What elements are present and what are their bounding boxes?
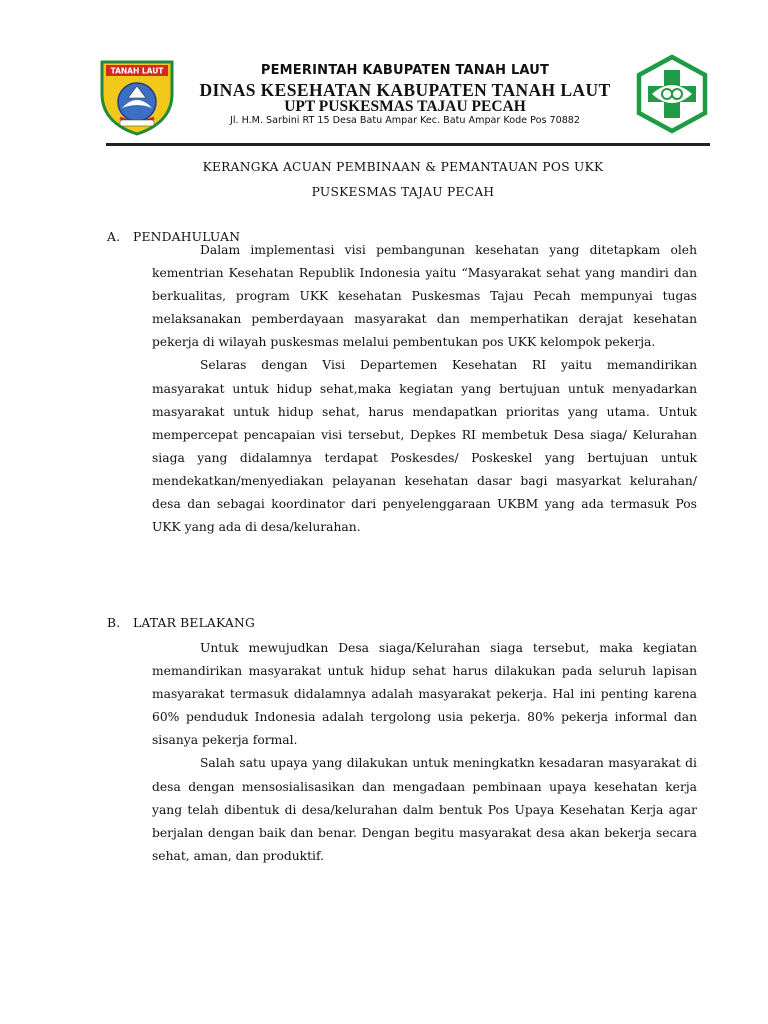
section-a-title: PENDAHULUAN <box>133 230 241 244</box>
section-b-letter: B. <box>107 616 121 630</box>
section-b-title: LATAR BELAKANG <box>133 616 255 630</box>
section-a-body <box>152 239 697 539</box>
header-government: PEMERINTAH KABUPATEN TANAH LAUT <box>260 63 550 78</box>
header-unit: UPT PUSKESMAS TAJAU PECAH <box>284 98 526 115</box>
section-b-body <box>152 637 697 868</box>
puskesmas-logo <box>632 54 712 134</box>
section-a-letter: A. <box>107 230 121 244</box>
section-a-paragraph-1: Dalam implementasi visi pembangunan kesehatan yang ditetapkam oleh kementrian Kesehatan Republik Indonesia yaitu “Masyarakat sehat yang mandiri dan berkualitas, program UKK kesehatan Puskesmas Tajau Pecah mempunyai tugas melaksanakan pemberdayaan masyarakat dan memperhatikan derajat kesehatan pekerja di wilayah puskesmas melalui pembentukan pos UKK kelompok pekerja. <box>152 243 697 350</box>
shield-banner-text: TANAH LAUT <box>110 66 164 76</box>
section-b-paragraph-2: Salah satu upaya yang dilakukan untuk meningkatkn kesadaran masyarakat di desa dengan mensosialisasikan dan mengadaan pembinaan upaya kesehatan kerja yang telah dibentuk di desa/kelurahan dalm bentuk Pos Upaya Kesehatan Kerja agar berjalan dengan baik dan benar. Dengan begitu masyarakat desa akan bekerja secara sehat, aman, dan produktif. <box>152 756 697 863</box>
document-title: KERANGKA ACUAN PEMBINAAN & PEMANTAUAN POS UKK <box>202 160 604 174</box>
header-agency: DINAS KESEHATAN KABUPATEN TANAH LAUT <box>199 80 611 100</box>
document-subtitle: PUSKESMAS TAJAU PECAH <box>311 185 495 199</box>
section-b-paragraph-1: Untuk mewujudkan Desa siaga/Kelurahan siaga tersebut, maka kegiatan memandirikan masyarakat untuk hidup sehat harus dilakukan pada seluruh lapisan masyarakat termasuk didalamnya adalah masyarakat pekerja. Hal ini penting karena 60% penduduk Indonesia adalah tergolong usia pekerja. 80% pekerja informal dan sisanya pekerja formal. <box>152 641 697 748</box>
header-address: Jl. H.M. Sarbini RT 15 Desa Batu Ampar Kec. Batu Ampar Kode Pos 70882 <box>229 115 581 126</box>
section-a-paragraph-2: Selaras dengan Visi Departemen Kesehatan RI yaitu memandirikan masyarakat untuk hidup sehat,maka kegiatan yang bertujuan untuk menyadarkan masyarakat untuk hidup sehat, harus mendapatkan prioritas yang utama. Untuk mempercepat pencapaian visi tersebut, Depkes RI membetuk Desa siaga/ Kelurahan siaga yang didalamnya terdapat Poskesdes/ Poskeskel yang bertujuan untuk mendekatkan/menyediakan pelayanan kesehatan dasar bagi masyarkat kelurahan/ desa dan sebagai koordinator dari penyelenggaraan UKBM yang ada termasuk Pos UKK yang ada di desa/kelurahan. <box>152 358 697 535</box>
tanah-laut-shield-logo <box>98 58 176 136</box>
header-divider <box>106 143 710 146</box>
